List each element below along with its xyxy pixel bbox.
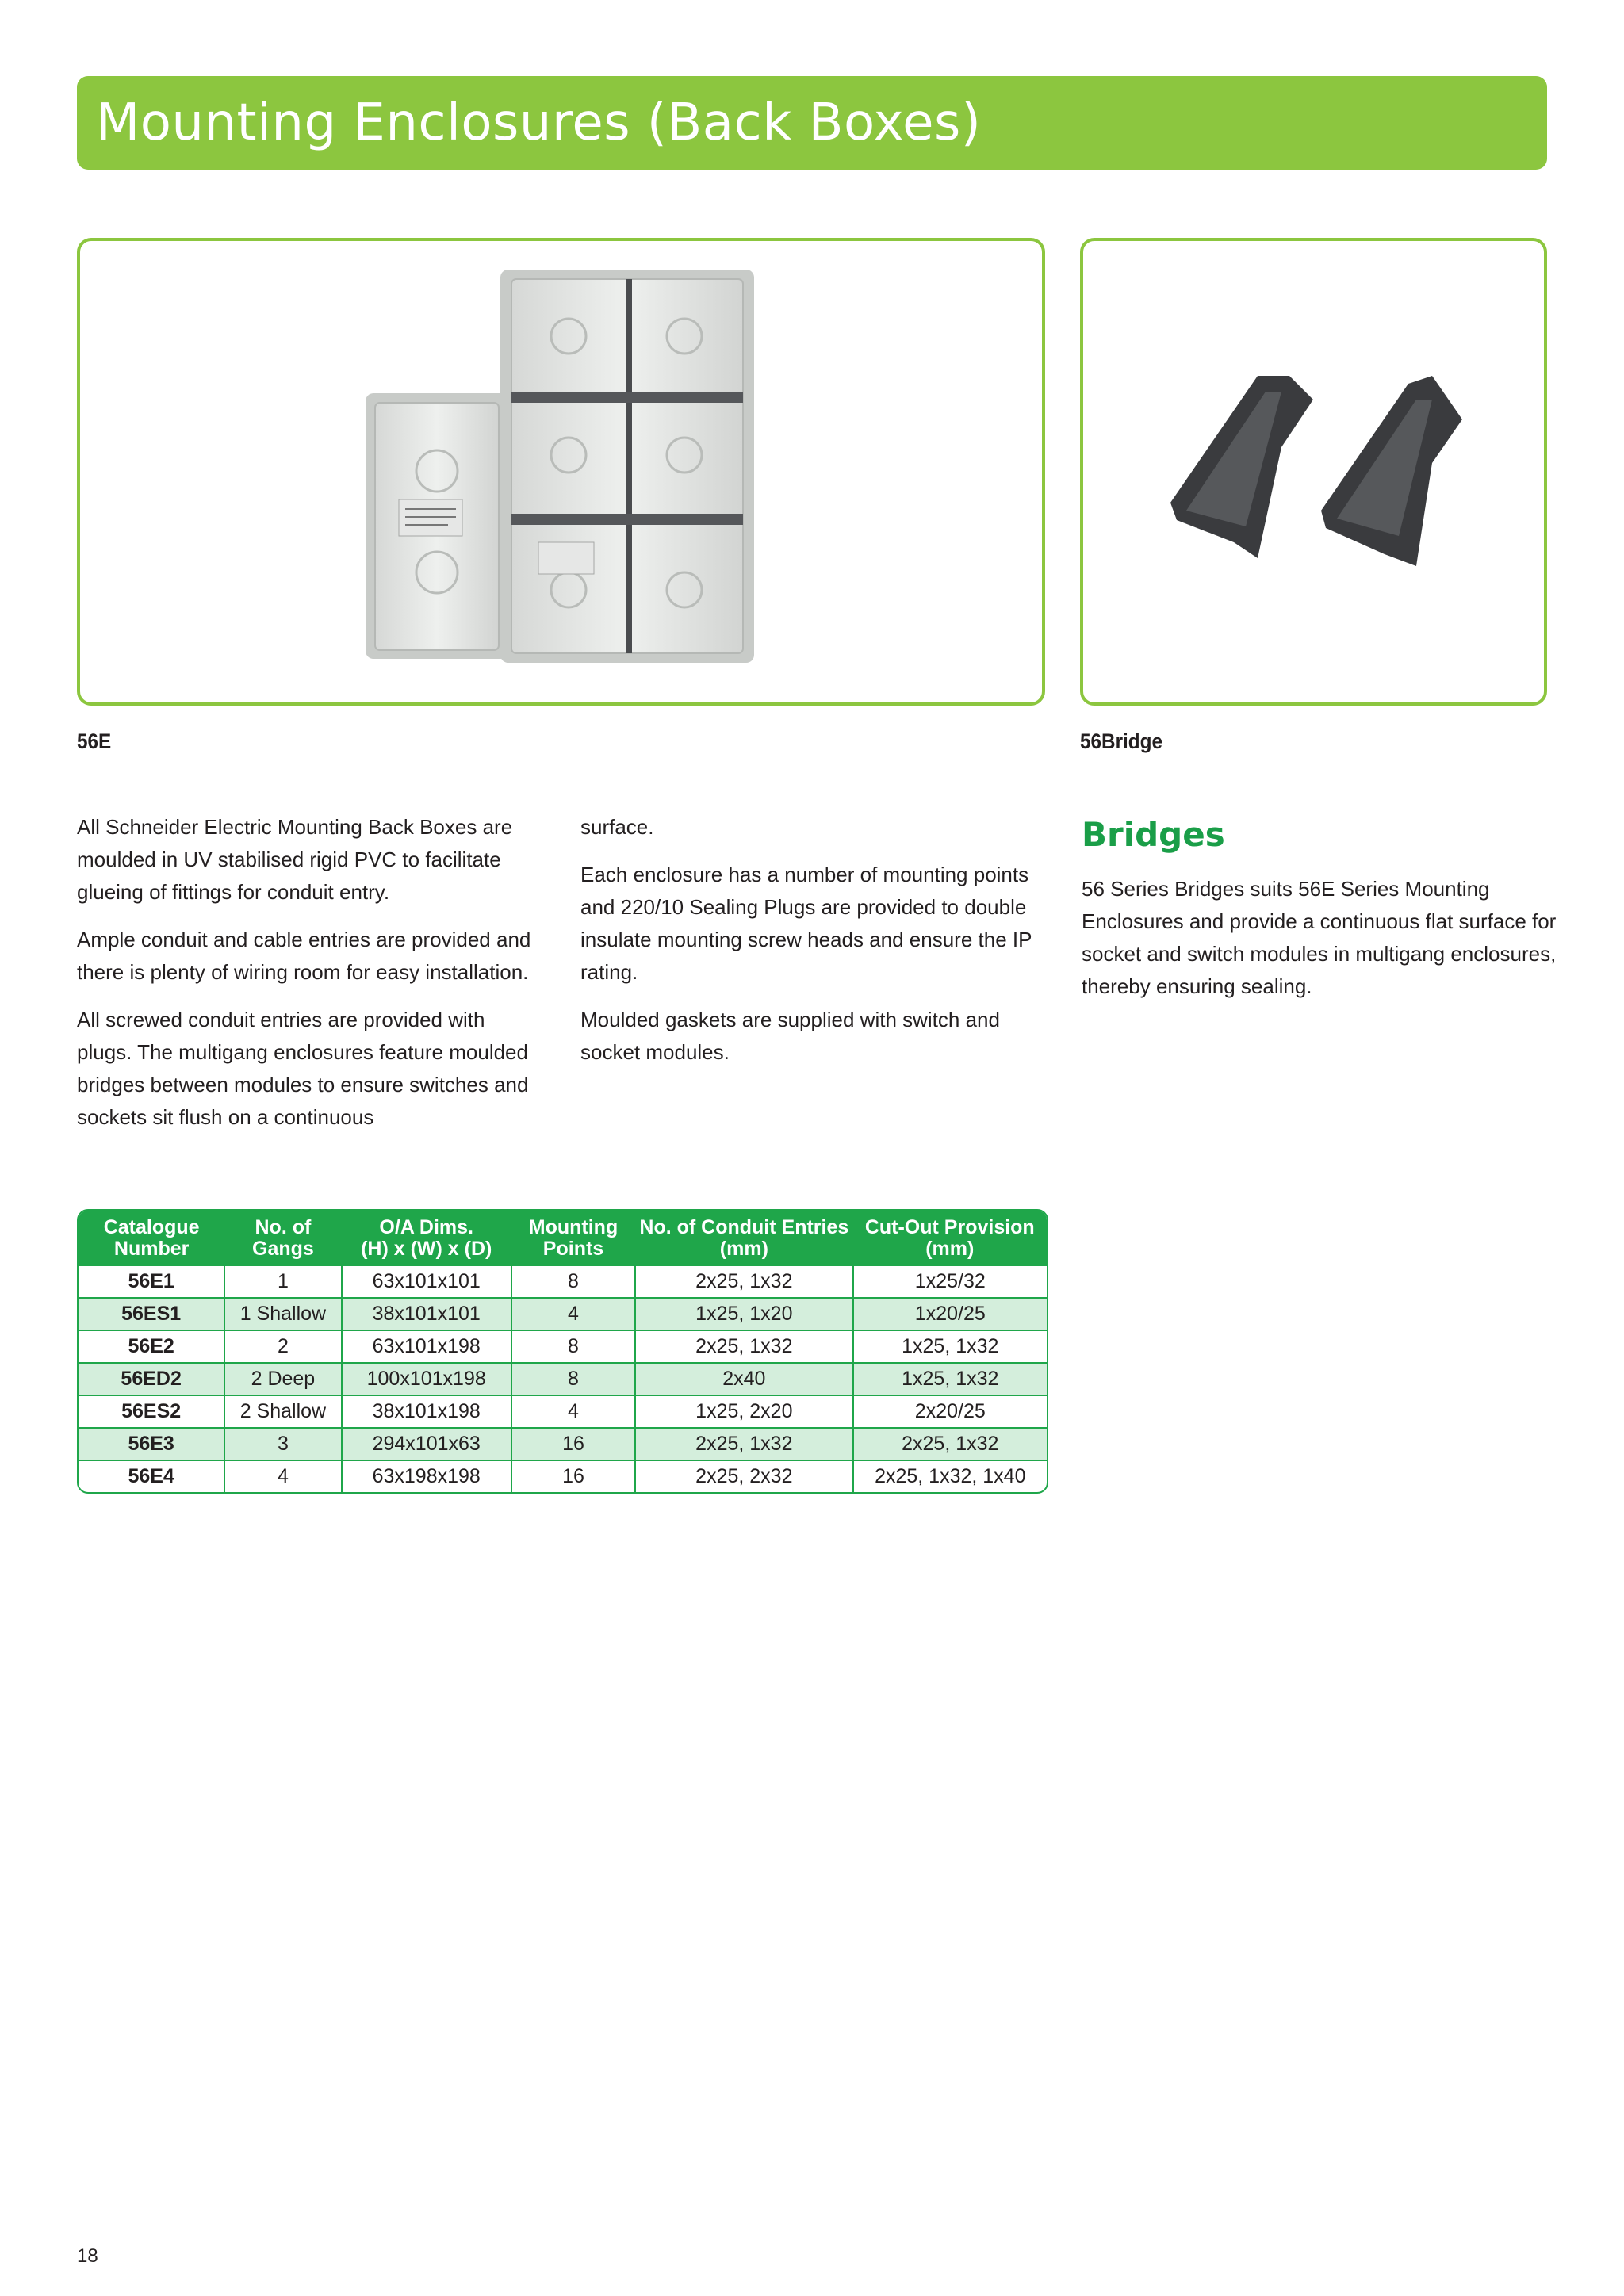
table-cell: 1x25, 1x20 [635,1298,852,1330]
table-cell: 4 [511,1298,635,1330]
page-title: Mounting Enclosures (Back Boxes) [96,94,982,152]
paragraph: All Schneider Electric Mounting Back Boxes are moulded in UV stabilised rigid PVC to facilitate glueing of fittings for conduit entry. [77,815,513,904]
table-cell: 63x101x101 [342,1265,511,1298]
column-header: O/A Dims. (H) x (W) x (D) [361,1216,492,1260]
table-cell: 4 [511,1395,635,1428]
table-cell: 8 [511,1265,635,1298]
table-cell: 1x20/25 [853,1298,1047,1330]
column-header: Cut-Out Provision (mm) [864,1216,1035,1260]
table-row [79,1363,1047,1395]
table-row [79,1395,1047,1428]
table-cell: 2x25, 1x32 [635,1330,852,1363]
table-row [79,1330,1047,1363]
table-cell: 56E2 [79,1330,224,1363]
table-cell: 1 [224,1265,341,1298]
table-cell: 2x25, 1x32, 1x40 [853,1460,1047,1492]
table-row [79,1298,1047,1330]
table-cell: 38x101x101 [342,1298,511,1330]
table-cell: 2x20/25 [853,1395,1047,1428]
table-cell: 100x101x198 [342,1363,511,1395]
table-cell: 38x101x198 [342,1395,511,1428]
table-cell: 16 [511,1460,635,1492]
column-header: Catalogue Number [103,1216,200,1260]
table-cell: 8 [511,1363,635,1395]
table-cell: 1 Shallow [224,1298,341,1330]
table-cell: 1x25, 1x32 [853,1330,1047,1363]
bridges-text: 56 Series Bridges suits 56E Series Mounting Enclosures and provide a continuous flat surface for socket and switch modules in multigang enclosures, thereby ensuring sealing. [1082,877,1557,998]
table-cell: 2 Shallow [224,1395,341,1428]
table-cell: 16 [511,1428,635,1460]
table-row [79,1265,1047,1298]
paragraph: Moulded gaskets are supplied with switch and socket modules. [580,1008,1000,1064]
table-header-row [79,1211,1047,1265]
bridge-image-caption: 56Bridge [1080,729,1162,753]
paragraph: All screwed conduit entries are provided with plugs. The multigang enclosures feature moulded bridges between modules to ensure switches and sockets sit flush on a continuous [77,1008,529,1129]
title-banner [77,76,1547,170]
column-header: No. of Conduit Entries (mm) [639,1216,849,1260]
body-column-1 [77,811,545,1149]
table-row [79,1460,1047,1492]
table-cell: 56ED2 [79,1363,224,1395]
table-cell: 294x101x63 [342,1428,511,1460]
enclosure-image [80,241,1042,702]
table-cell: 2 [224,1330,341,1363]
column-header: No. of Gangs [252,1216,314,1260]
table-cell: 2x25, 1x32 [635,1428,852,1460]
table-cell: 2x25, 2x32 [635,1460,852,1492]
table-cell: 1x25/32 [853,1265,1047,1298]
table-row [79,1428,1047,1460]
table-cell: 56E3 [79,1428,224,1460]
enclosure-image-frame [77,238,1045,706]
paragraph: Ample conduit and cable entries are provided and there is plenty of wiring room for easy installation. [77,928,531,984]
table-cell: 56E4 [79,1460,224,1492]
table-cell: 1x25, 1x32 [853,1363,1047,1395]
table-cell: 56ES1 [79,1298,224,1330]
table-cell: 2x25, 1x32 [853,1428,1047,1460]
table-cell: 3 [224,1428,341,1460]
column-header: Mounting Points [528,1216,619,1260]
table-cell: 1x25, 2x20 [635,1395,852,1428]
table-cell: 4 [224,1460,341,1492]
table-cell: 2x25, 1x32 [635,1265,852,1298]
table-cell: 8 [511,1330,635,1363]
table-cell: 63x198x198 [342,1460,511,1492]
bridge-image-frame [1080,238,1547,706]
paragraph: Each enclosure has a number of mounting points and 220/10 Sealing Plugs are provided to double insulate mounting screw heads and ensure the IP rating. [580,863,1032,984]
body-column-2 [580,811,1048,1084]
table-cell: 2x40 [635,1363,852,1395]
specifications-table [77,1209,1048,1494]
bridge-image [1083,241,1544,702]
table-cell: 56ES2 [79,1395,224,1428]
table-cell: 63x101x198 [342,1330,511,1363]
bridges-section [1082,811,1557,1003]
table-cell: 56E1 [79,1265,224,1298]
paragraph: surface. [580,815,654,839]
main-image-caption: 56E [77,729,112,753]
bridges-heading: Bridges [1082,815,1225,854]
table-cell: 2 Deep [224,1363,341,1395]
page-number: 18 [77,2245,98,2267]
